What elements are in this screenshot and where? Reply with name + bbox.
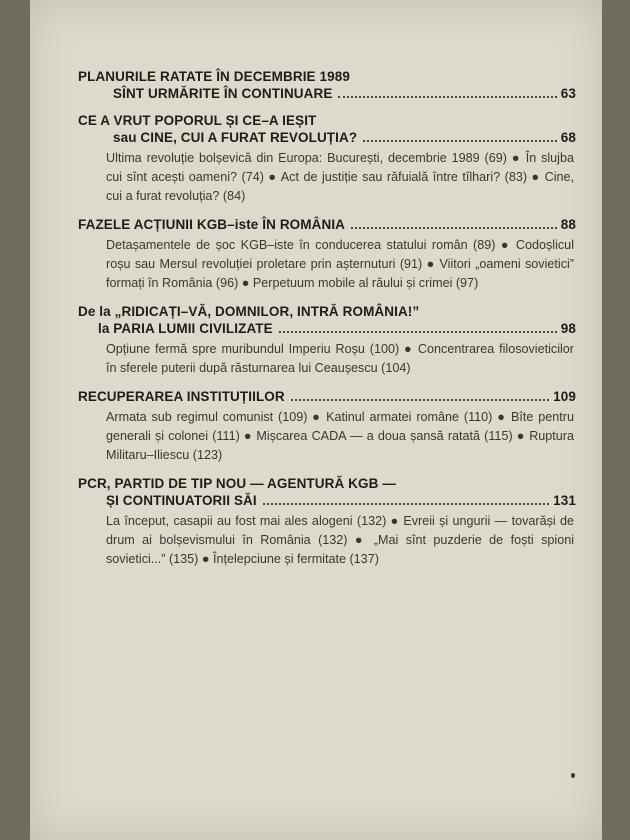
toc-summary: Ultima revoluție bolșevică din Europa: București, decembrie 1989 (69) ● În slujba cui sînt acești oameni? (74) ● Act de justiție sau răfuială între tîlhari? (83) ● Cine, cui a furat revoluția? (84) — [106, 151, 574, 203]
toc-heading — [78, 216, 576, 233]
toc-heading-line: SÎNT URMĂRITE ÎN CONTINUARE — [113, 86, 333, 101]
toc-heading — [78, 303, 576, 337]
toc-summary: Armata sub regimul comunist (109) ● Katinul armatei române (110) ● Bîte pentru generali și colonei (111) ● Mișcarea CADA — a doua șansă ratată (115) ● Ruptura Militaru–Iliescu (123) — [106, 410, 574, 462]
dot-leader — [279, 331, 557, 333]
book-page — [30, 0, 602, 840]
toc-heading-line: De la „RIDICAȚI–VĂ, DOMNILOR, INTRĂ ROMÂNIA!” — [78, 304, 420, 319]
toc-page-number: 63 — [560, 86, 576, 101]
toc-entry — [78, 303, 576, 378]
toc-entry — [78, 68, 576, 102]
toc-page-number: 68 — [560, 130, 576, 145]
toc-page-number: 131 — [553, 493, 576, 508]
toc-summary: Opțiune fermă spre muribundul Imperiu Roșu (100) ● Concentrarea filosovieticilor în sferele puterii după răsturnarea lui Ceaușescu (104) — [106, 342, 574, 375]
toc-heading-line: PCR, PARTID DE TIP NOU — AGENTURĂ KGB — — [78, 476, 396, 491]
ink-spot — [571, 773, 575, 778]
toc-entry — [78, 388, 576, 465]
dot-leader — [363, 140, 557, 142]
toc-entry — [78, 112, 576, 206]
toc-entry — [78, 216, 576, 293]
dot-leader — [351, 227, 557, 229]
toc-heading-line: sau CINE, CUI A FURAT REVOLUȚIA? — [113, 130, 358, 145]
toc-heading-line: ȘI CONTINUATORII SĂI — [106, 493, 257, 508]
dot-leader — [263, 503, 549, 505]
toc-page-number: 88 — [560, 217, 576, 232]
toc-page-number: 109 — [553, 389, 576, 404]
toc-heading — [78, 112, 576, 146]
toc-heading-line: la PARIA LUMII CIVILIZATE — [98, 321, 273, 336]
toc-summary: Detașamentele de șoc KGB–iste în conducerea statului român (89) ● Codoșlicul roșu sau Mersul revoluției proletare prin așternuturi (91) ● Viitori „oameni sovietici” formați în România (96) ● Perpetuum mobile al răului și crimei (97) — [106, 238, 574, 290]
toc-heading-line: FAZELE ACȚIUNII KGB–iste ÎN ROMÂNIA — [78, 217, 346, 232]
dot-leader — [338, 96, 556, 98]
toc-summary: La început, casapii au fost mai ales alogeni (132) ● Evreii și ungurii — tovarăși de drum ai bolșevismului în România (132) ● „Mai sînt puzderie de foști spioni sovietici...” (135) ● Înțelepciune și fermitate (137) — [106, 514, 574, 566]
dot-leader — [291, 399, 549, 401]
toc-heading — [78, 68, 576, 102]
toc-heading-line: PLANURILE RATATE ÎN DECEMBRIE 1989 — [78, 69, 350, 84]
table-of-contents — [78, 68, 576, 579]
toc-heading-line: RECUPERAREA INSTITUȚIILOR — [78, 389, 285, 404]
toc-page-number: 98 — [560, 321, 576, 336]
toc-heading — [78, 475, 576, 509]
toc-heading — [78, 388, 576, 405]
toc-entry — [78, 475, 576, 569]
toc-heading-line: CE A VRUT POPORUL ȘI CE–A IEȘIT — [78, 113, 317, 128]
